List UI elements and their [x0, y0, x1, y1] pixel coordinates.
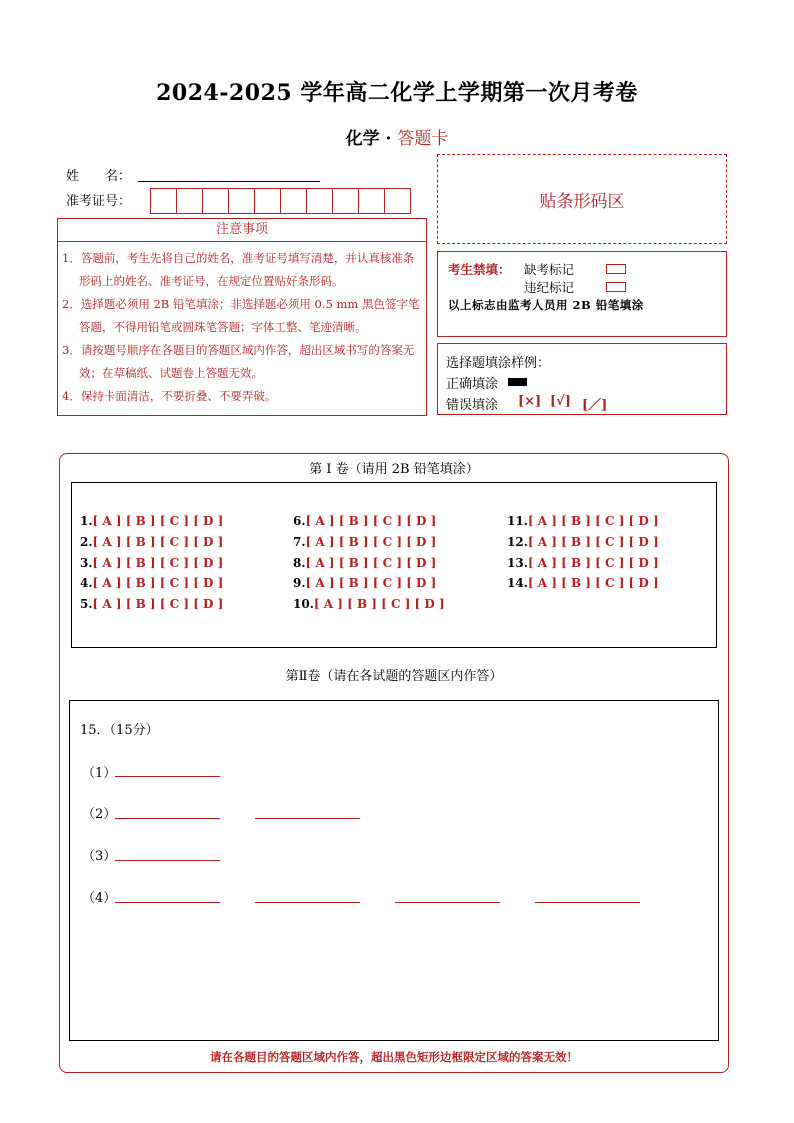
mc-question[interactable]: [293, 597, 445, 611]
section2-title: 第Ⅱ卷（请在各试题的答题区内作答）: [285, 669, 503, 684]
exam-id-boxes[interactable]: [151, 188, 411, 214]
notice-heading: 注意事项: [57, 218, 427, 242]
answer-blank[interactable]: [115, 859, 220, 861]
mc-question[interactable]: [507, 576, 659, 590]
mc-options[interactable]: [ A ] [ B ] [ C ] [ D ]: [92, 597, 224, 611]
correct-fill-mark: [508, 378, 527, 386]
answer-blank[interactable]: [395, 901, 500, 903]
notice-box: [57, 241, 427, 416]
violation-mark-box[interactable]: [606, 282, 626, 292]
answer-blank[interactable]: [535, 901, 640, 903]
id-digit-box[interactable]: [280, 188, 307, 214]
mc-question[interactable]: [507, 535, 659, 549]
mc-question-number: 4.: [80, 576, 93, 590]
q15-title: 15．（15分）: [80, 723, 159, 738]
mc-question[interactable]: [293, 535, 436, 549]
id-digit-box[interactable]: [384, 188, 411, 214]
wrong-mark-slash: [／]: [582, 398, 608, 413]
mc-options[interactable]: [ A ] [ B ] [ C ] [ D ]: [305, 576, 437, 590]
q15-part-label: （4）: [82, 891, 117, 906]
id-digit-box[interactable]: [228, 188, 255, 214]
answer-blank[interactable]: [115, 817, 220, 819]
id-digit-box[interactable]: [332, 188, 359, 214]
answer-blank[interactable]: [255, 901, 360, 903]
notice-item: 4．保持卡面清洁，不要折叠、不要弄破。: [62, 389, 277, 403]
mc-options[interactable]: [ A ] [ B ] [ C ] [ D ]: [305, 556, 437, 570]
mc-question[interactable]: [293, 514, 436, 528]
mc-question-number: 7.: [293, 535, 306, 549]
id-digit-box[interactable]: [358, 188, 385, 214]
q15-part-label: （2）: [82, 807, 117, 822]
mc-question-number: 11.: [507, 514, 528, 528]
notice-item: 2．选择题必须用 2B 铅笔填涂；非选择题必须用 0.5 mm 黑色签字笔答题，不得用铅笔或圆珠笔答题；字体工整、笔迹清晰。: [62, 297, 420, 334]
mc-question-number: 8.: [293, 556, 306, 570]
mc-question[interactable]: [293, 576, 436, 590]
mc-question-number: 14.: [507, 576, 528, 590]
mc-options[interactable]: [ A ] [ B ] [ C ] [ D ]: [527, 535, 659, 549]
mc-question-number: 1.: [80, 514, 93, 528]
exam-title: 2024-2025 学年高二化学上学期第一次月考卷: [156, 80, 638, 106]
mc-options[interactable]: [ A ] [ B ] [ C ] [ D ]: [305, 514, 437, 528]
mc-options[interactable]: [ A ] [ B ] [ C ] [ D ]: [527, 514, 659, 528]
fill-sample-title: 选择题填涂样例：: [446, 356, 551, 371]
mc-options[interactable]: [ A ] [ B ] [ C ] [ D ]: [305, 535, 437, 549]
id-digit-box[interactable]: [254, 188, 281, 214]
mc-question-number: 12.: [507, 535, 528, 549]
wrong-fill-label: 错误填涂: [446, 398, 499, 413]
violation-mark-label: 违纪标记: [524, 280, 575, 295]
mc-question-number: 9.: [293, 576, 306, 590]
mc-options[interactable]: [ A ] [ B ] [ C ] [ D ]: [313, 597, 445, 611]
name-label: 姓 名：: [66, 169, 132, 184]
q15-answer-box: [69, 700, 719, 1041]
id-digit-box[interactable]: [306, 188, 333, 214]
mc-question[interactable]: [507, 514, 659, 528]
name-field[interactable]: [138, 180, 320, 182]
fill-sample-box: [437, 343, 727, 415]
wrong-mark-cross: [×]: [518, 394, 542, 409]
mc-question[interactable]: [80, 535, 223, 549]
mc-question-number: 13.: [507, 556, 528, 570]
answer-blank[interactable]: [115, 901, 220, 903]
id-digit-box[interactable]: [202, 188, 229, 214]
barcode-area: [437, 154, 727, 244]
mc-question-number: 10.: [293, 597, 314, 611]
forbidden-note: 以上标志由监考人员用 2B 铅笔填涂: [448, 298, 644, 312]
mc-options[interactable]: [ A ] [ B ] [ C ] [ D ]: [92, 556, 224, 570]
mc-options[interactable]: [ A ] [ B ] [ C ] [ D ]: [92, 576, 224, 590]
answer-blank[interactable]: [255, 817, 360, 819]
mc-question[interactable]: [507, 556, 659, 570]
notice-item: 3．请按题号顺序在各题目的答题区域内作答，超出区域书写的答案无效；在草稿纸、试题卷上答题无效。: [62, 343, 415, 380]
q15-part-label: （1）: [82, 766, 117, 781]
mc-question-number: 2.: [80, 535, 93, 549]
footer-warning: 请在各题目的答题区域内作答，超出黑色矩形边框限定区域的答案无效！: [210, 1050, 578, 1064]
absent-mark-label: 缺考标记: [524, 262, 575, 277]
mc-question-number: 6.: [293, 514, 306, 528]
card-subtitle: [0, 124, 794, 149]
mc-question[interactable]: [80, 576, 223, 590]
forbidden-label: 考生禁填：: [448, 262, 511, 277]
notice-item: 1．答题前，考生先将自己的姓名，准考证号填写清楚，并认真核准条形码上的姓名、准考证号，在规定位置贴好条形码。: [62, 251, 415, 288]
id-digit-box[interactable]: [176, 188, 203, 214]
mc-question-number: 3.: [80, 556, 93, 570]
exam-id-label: 准考证号：: [66, 194, 132, 209]
mc-question[interactable]: [80, 514, 223, 528]
subtitle-card: 答题卡: [397, 129, 449, 149]
id-digit-box[interactable]: [150, 188, 177, 214]
wrong-mark-check: [√]: [550, 394, 571, 409]
mc-options[interactable]: [ A ] [ B ] [ C ] [ D ]: [527, 576, 659, 590]
mc-question[interactable]: [80, 556, 223, 570]
mc-question-number: 5.: [80, 597, 93, 611]
examiner-marks-box: [437, 251, 727, 337]
q15-part-label: （3）: [82, 849, 117, 864]
subtitle-subject: 化学 ·: [345, 129, 398, 149]
mc-options[interactable]: [ A ] [ B ] [ C ] [ D ]: [527, 556, 659, 570]
section1-title: 第 I 卷（请用 2B 铅笔填涂）: [309, 462, 479, 477]
answer-blank[interactable]: [115, 775, 220, 777]
mc-question[interactable]: [293, 556, 436, 570]
barcode-label: 贴条形码区: [539, 191, 625, 212]
correct-fill-label: 正确填涂: [446, 377, 499, 392]
absent-mark-box[interactable]: [606, 264, 626, 274]
mc-question[interactable]: [80, 597, 223, 611]
mc-options[interactable]: [ A ] [ B ] [ C ] [ D ]: [92, 535, 224, 549]
mc-options[interactable]: [ A ] [ B ] [ C ] [ D ]: [92, 514, 224, 528]
